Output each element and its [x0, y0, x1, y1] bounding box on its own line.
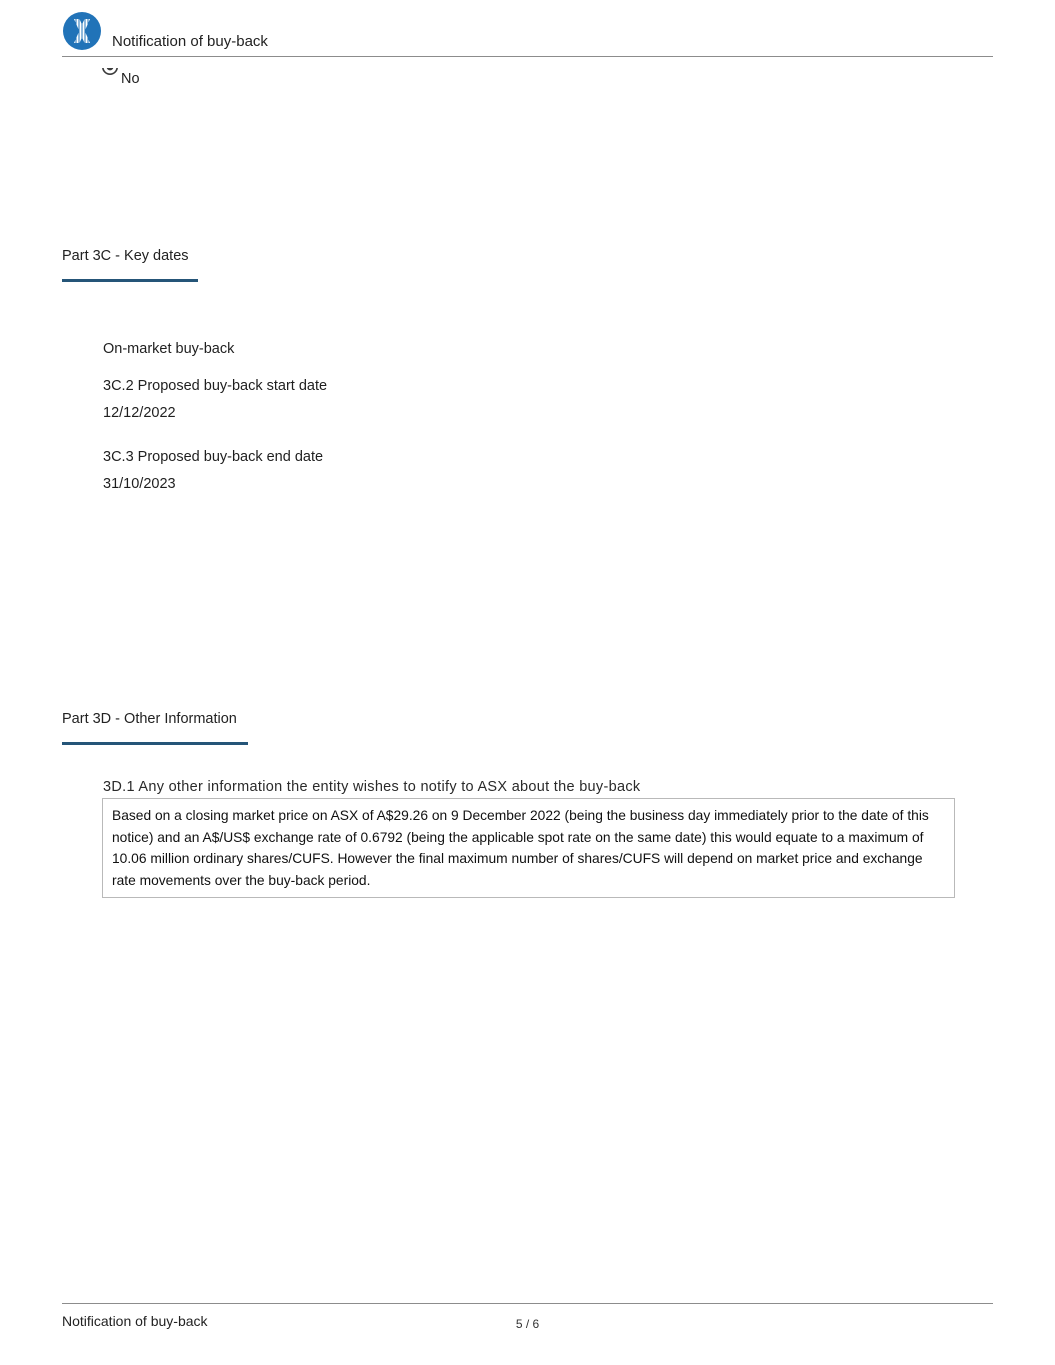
footer-title: Notification of buy-back [62, 1313, 208, 1329]
footer-page-number: 5 / 6 [515, 1317, 540, 1331]
radio-label: No [121, 71, 140, 87]
radio-button-icon[interactable] [101, 68, 119, 81]
footer-divider [62, 1303, 993, 1304]
group-label-on-market: On-market buy-back [103, 341, 235, 357]
section-underline-part3d [62, 742, 248, 745]
field-label-end-date: 3C.3 Proposed buy-back end date [103, 449, 324, 465]
section-underline-part3c [62, 279, 198, 282]
field-label-start-date: 3C.2 Proposed buy-back start date [103, 378, 328, 394]
section-title-part3d: Part 3D - Other Information [62, 711, 237, 727]
field-value-end-date: 31/10/2023 [103, 476, 176, 492]
field-value-start-date: 12/12/2022 [103, 405, 176, 421]
section-title-part3c: Part 3C - Key dates [62, 248, 189, 264]
asx-logo-icon [62, 11, 102, 51]
page-header [62, 0, 993, 57]
other-information-textarea[interactable]: Based on a closing market price on ASX of A$29.26 on 9 December 2022 (being the business day immediately prior to the date of this notice) and an A$/US$ exchange rate of 0.6792 (being the applicable spot rate on the same date) this would equate to a maximum of 10.06 million ordinary shares/CUFS. However the final maximum number of shares/CUFS will depend on market price and exchange rate movements over the buy-back period. [102, 798, 955, 898]
radio-answer-no[interactable] [101, 66, 140, 87]
question-label-3d1: 3D.1 Any other information the entity wishes to notify to ASX about the buy-back [103, 779, 641, 795]
header-title: Notification of buy-back [112, 33, 268, 50]
